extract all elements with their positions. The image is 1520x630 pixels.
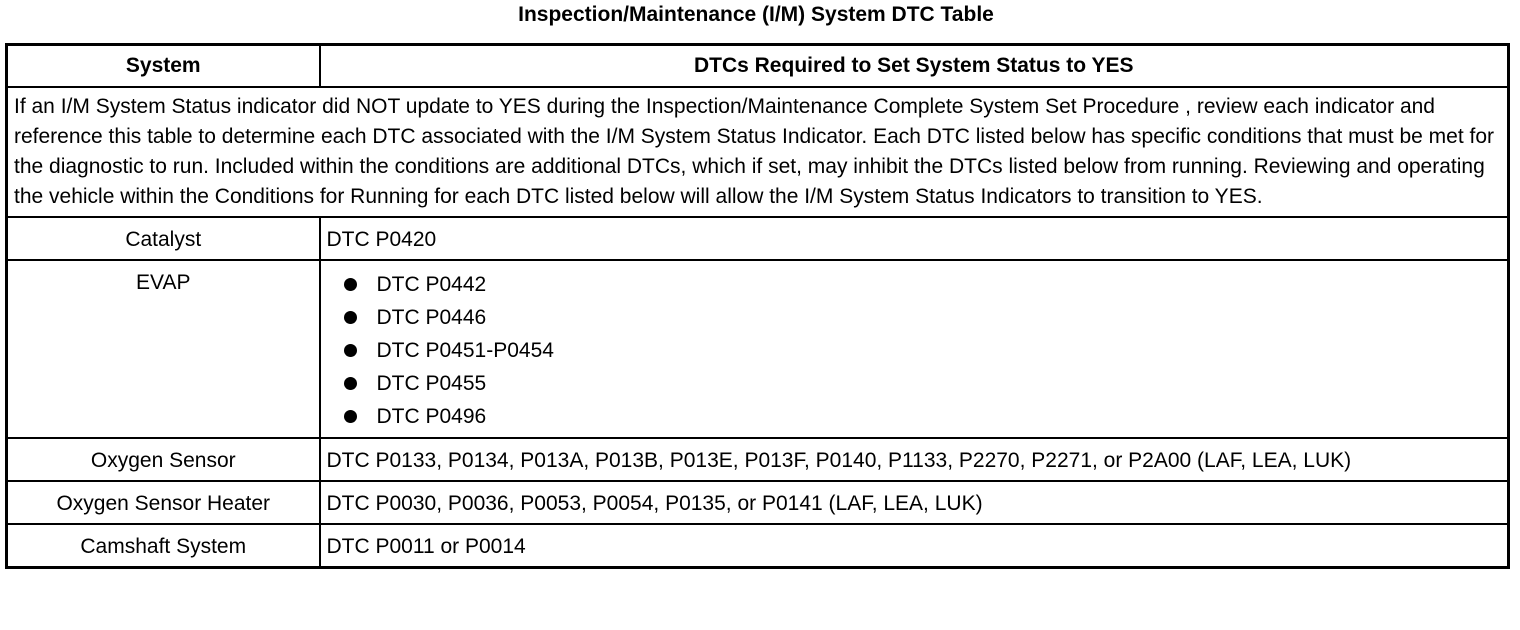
dtc-list: DTC P0030, P0036, P0053, P0054, P0135, or P0141 (LAF, LEA, LUK) <box>320 481 1509 524</box>
dtc-code: DTC P0442 <box>376 273 487 296</box>
dtc-table <box>5 43 1510 569</box>
dtc-code: DTC P0496 <box>376 405 487 428</box>
dtc-list <box>320 260 1509 438</box>
list-item <box>341 268 1502 301</box>
list-item <box>341 367 1502 400</box>
intro-text: If an I/M System Status indicator did NOT update to YES during the Inspection/Maintenance Complete System Set Procedure , review each indicator and reference this table to determine each DTC associated with the I/M System Status Indicator. Each DTC listed below has specific conditions that must be met for the diagnostic to run. Included within the conditions are additional DTCs, which if set, may inhibit the DTCs listed below from running. Reviewing and operating the vehicle within the Conditions for Running for each DTC listed below will allow the I/M System Status Indicators to transition to YES. <box>7 87 1509 217</box>
system-name: Oxygen Sensor Heater <box>7 481 320 524</box>
list-item <box>341 400 1502 433</box>
table-row <box>7 217 1509 260</box>
dtc-list: DTC P0133, P0134, P013A, P013B, P013E, P013F, P0140, P1133, P2270, P2271, or P2A00 (LAF, LEA, LUK) <box>320 438 1509 481</box>
page-title: Inspection/Maintenance (I/M) System DTC Table <box>518 3 994 26</box>
system-name: EVAP <box>7 260 320 438</box>
header-row <box>7 45 1509 88</box>
list-item <box>341 301 1502 334</box>
bullet-icon <box>344 344 357 357</box>
table-row <box>7 524 1509 568</box>
table-row <box>7 260 1509 438</box>
dtc-list: DTC P0420 <box>320 217 1509 260</box>
bullet-icon <box>344 278 357 291</box>
intro-row <box>7 87 1509 217</box>
dtc-code: DTC P0451-P0454 <box>376 339 554 362</box>
list-item <box>341 334 1502 367</box>
dtc-list: DTC P0011 or P0014 <box>320 524 1509 568</box>
header-system: System <box>7 45 320 88</box>
bullet-icon <box>344 377 357 390</box>
system-name: Camshaft System <box>7 524 320 568</box>
table-row <box>7 481 1509 524</box>
system-name: Catalyst <box>7 217 320 260</box>
bullet-icon <box>344 410 357 423</box>
bullet-icon <box>344 311 357 324</box>
dtc-code: DTC P0455 <box>376 372 487 395</box>
table-row <box>7 438 1509 481</box>
dtc-code: DTC P0446 <box>376 306 487 329</box>
bullet-list <box>327 268 1502 433</box>
system-name: Oxygen Sensor <box>7 438 320 481</box>
header-dtcs: DTCs Required to Set System Status to YES <box>320 45 1509 88</box>
